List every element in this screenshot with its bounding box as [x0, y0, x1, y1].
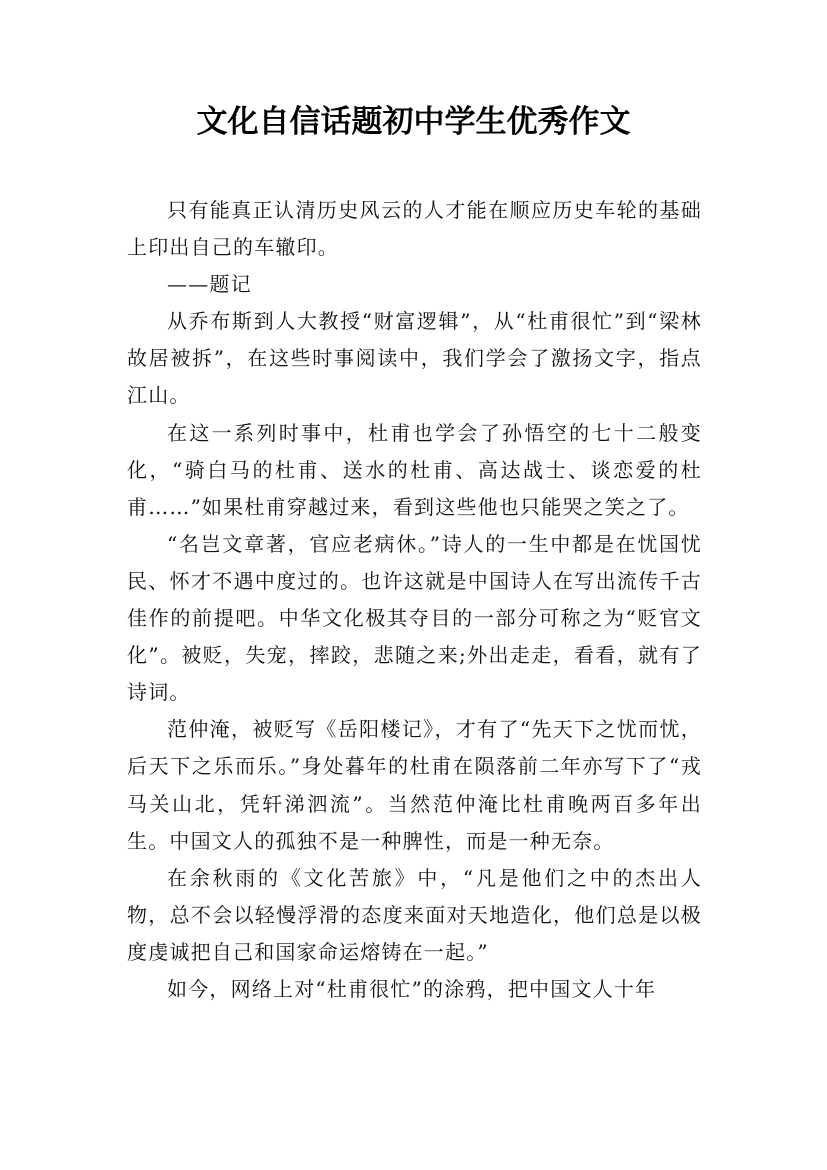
paragraph-exile-culture: “名岂文章著，官应老病休。”诗人的一生中都是在忧国忧民、怀才不遇中度过的。也许这就是中国诗人在写出流传千古佳作的前提吧。中华文化极其夺目的一部分可称之为“贬官文化”。被贬，失宠，摔跤，悲随之来;外出走走，看看，就有了诗词。 [127, 531, 702, 705]
paragraph-cultural-journey-quote: 在余秋雨的《文化苦旅》中，“凡是他们之中的杰出人物，总不会以轻慢浮滑的态度来面对天地造化，他们总是以极度虔诚把自己和国家命运熔铸在一起。” [127, 865, 702, 964]
paragraph-online-graffiti: 如今，网络上对“杜甫很忙”的涂鸦，把中国文人十年 [167, 976, 657, 1001]
paragraph-fan-zhongyan: 范仲淹，被贬写《岳阳楼记》，才有了“先天下之忧而忧，后天下之乐而乐。”身处暮年的杜甫在陨落前二年亦写下了“戎马关山北，凭轩涕泗流”。当然范仲淹比杜甫晚两百多年出生。中国文人的孤独不是一种脾性，而是一种无奈。 [127, 717, 702, 853]
paragraph-du-fu-transformations: 在这一系列时事中，杜甫也学会了孙悟空的七十二般变化，“骑白马的杜甫、送水的杜甫、高达战士、谈恋爱的杜甫……”如果杜甫穿越过来，看到这些他也只能哭之笑之了。 [127, 420, 702, 519]
document-body [127, 192, 702, 1008]
paragraph-current-events: 从乔布斯到人大教授“财富逻辑”，从“杜甫很忙”到“梁林故居被拆”，在这些时事阅读中，我们学会了激扬文字，指点江山。 [127, 309, 702, 408]
document-title: 文化自信话题初中学生优秀作文 [196, 104, 631, 140]
paragraph-epigraph: 只有能真正认清历史风云的人才能在顺应历史车轮的基础上印出自己的车辙印。 [127, 198, 702, 260]
paragraph-epigraph-attribution: ——题记 [167, 272, 252, 297]
